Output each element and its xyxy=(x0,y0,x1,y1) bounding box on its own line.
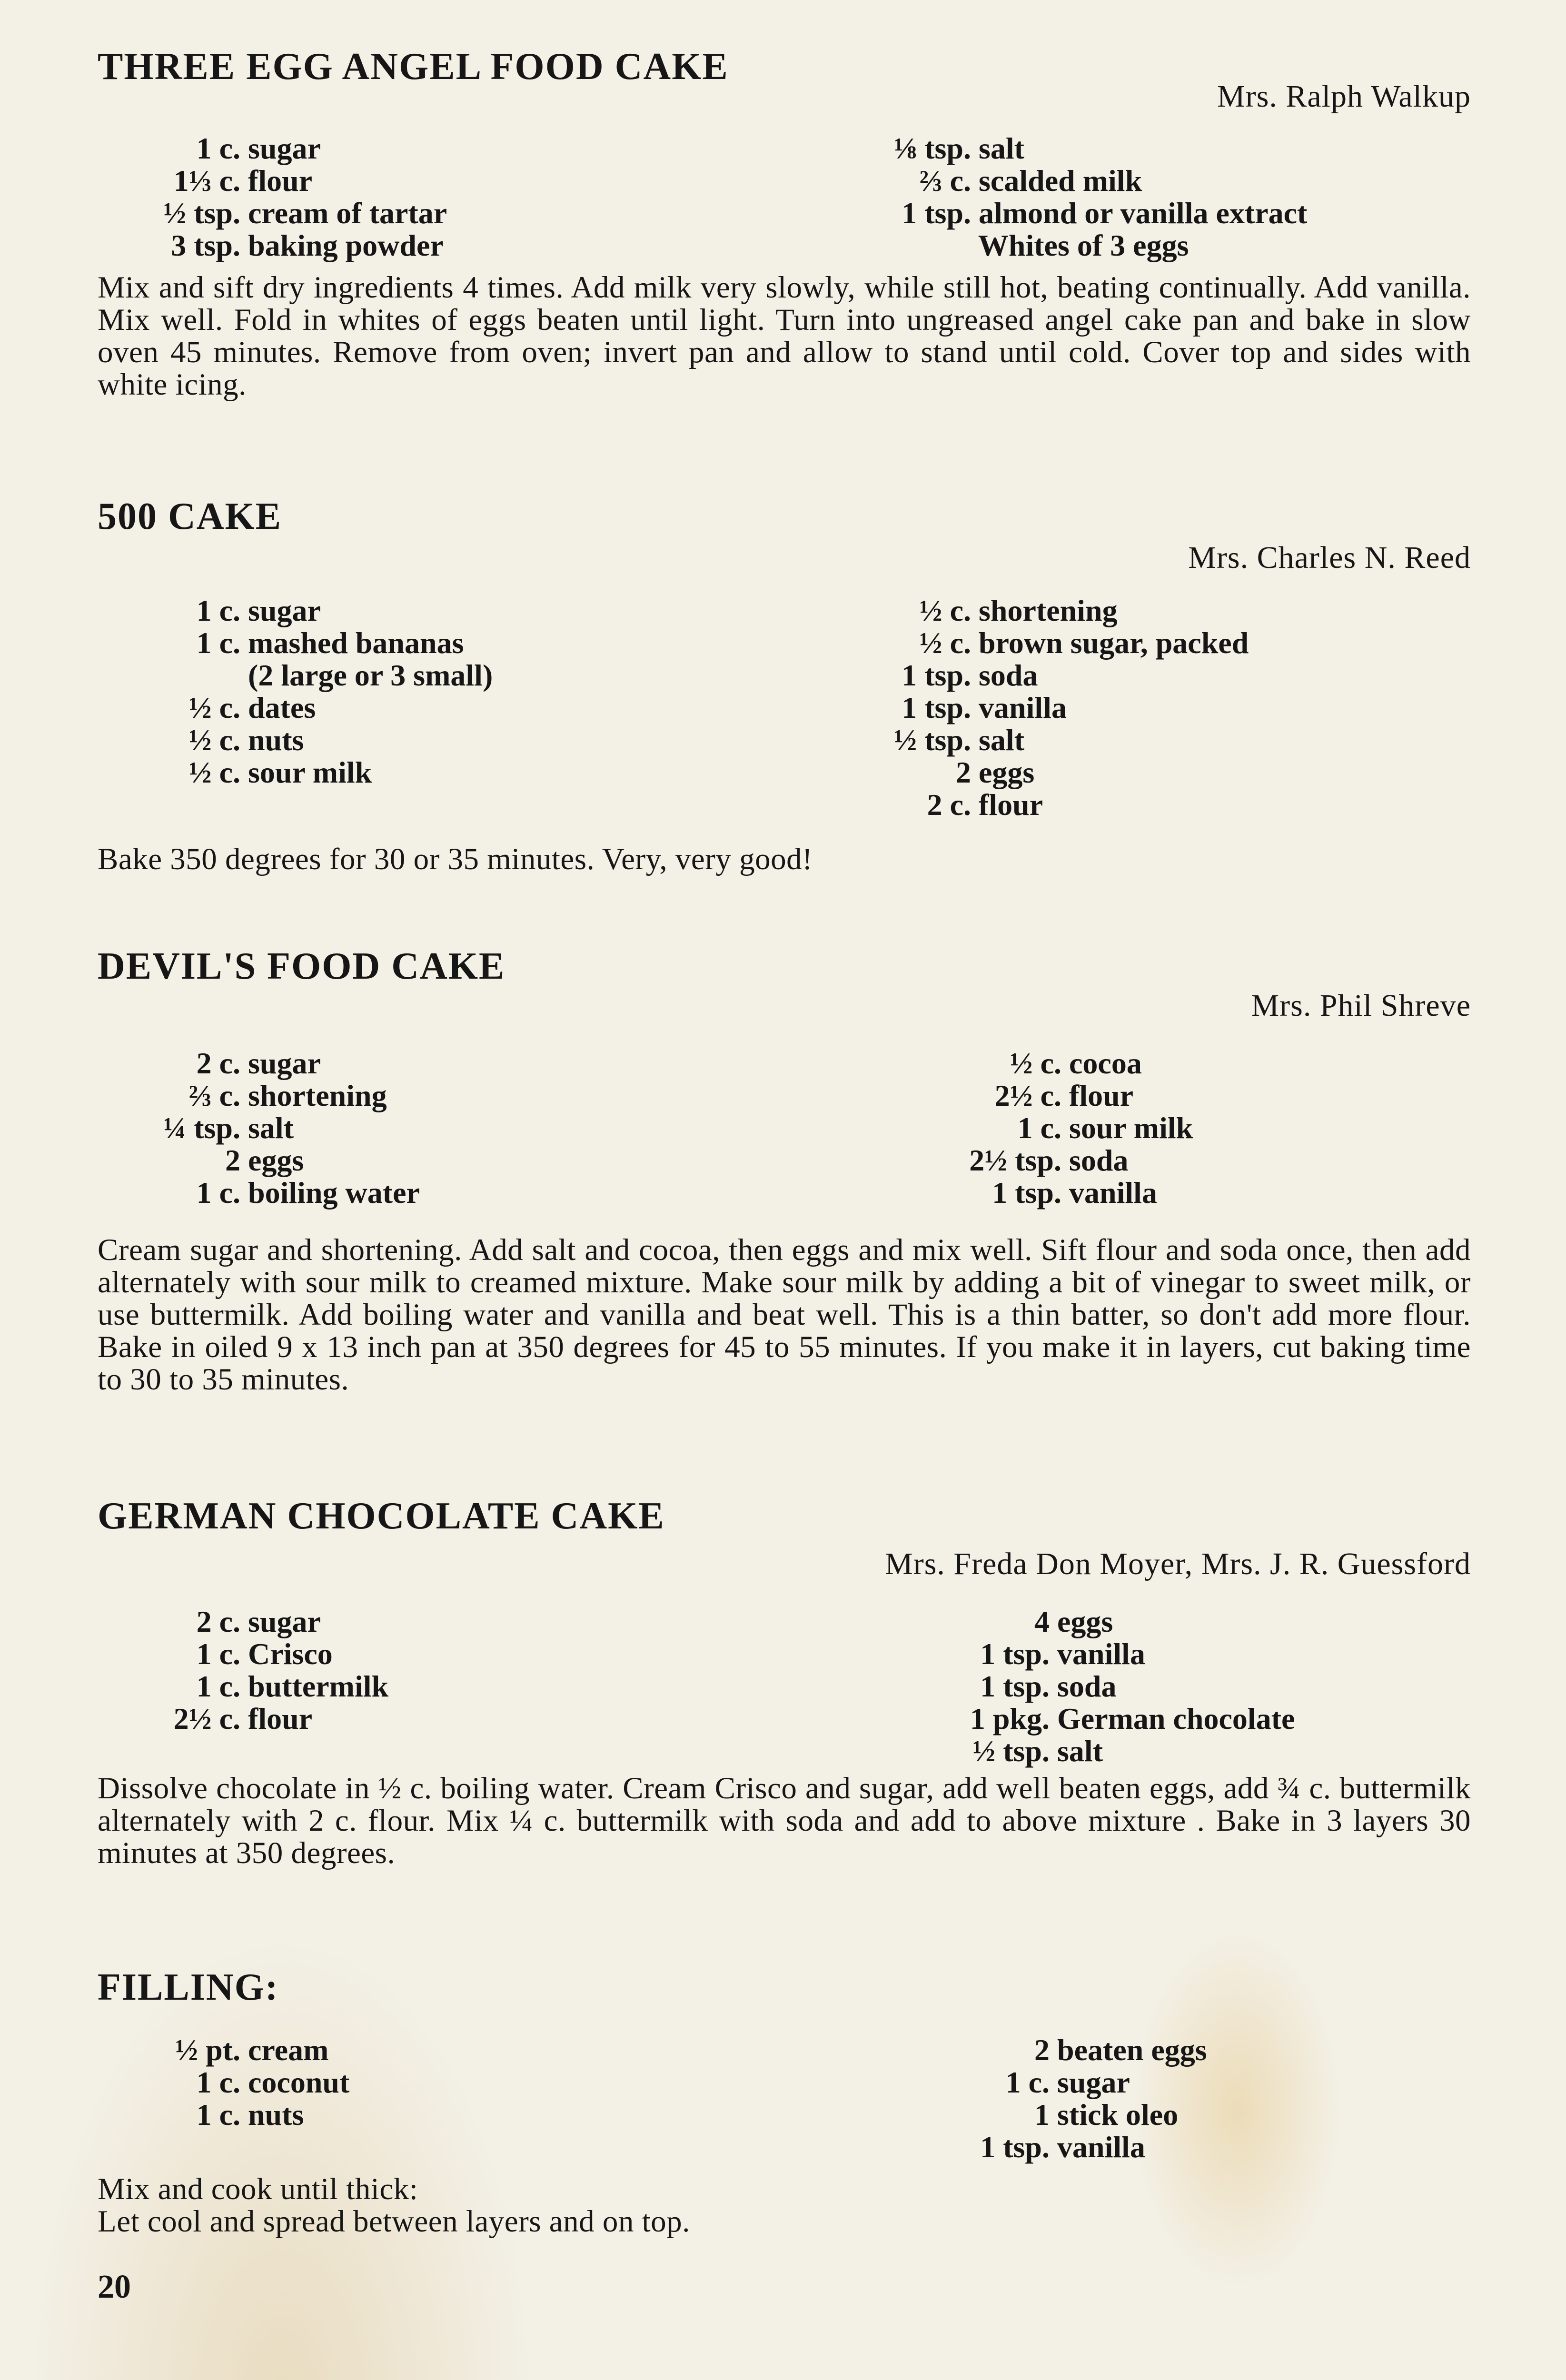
ingredient: ⅛ tsp. salt xyxy=(894,131,1024,165)
recipe-title: DEVIL'S FOOD CAKE xyxy=(98,945,505,987)
ingredient: 2 eggs xyxy=(956,755,1035,789)
recipe-directions-2: Let cool and spread between layers and on top. xyxy=(98,2204,690,2239)
recipe-german-chocolate-cake xyxy=(98,1497,1471,1869)
ingredient: 2 c. sugar xyxy=(196,1046,321,1080)
ingredients-left xyxy=(98,1606,388,1735)
recipe-author: Mrs. Phil Shreve xyxy=(1251,988,1471,1023)
ingredient: 1 c. coconut xyxy=(196,2065,350,2099)
ingredient: ½ c. nuts xyxy=(188,723,304,757)
ingredients-left xyxy=(98,132,447,262)
ingredients-right xyxy=(907,2034,1207,2163)
ingredient: ½ c. brown sugar, packed xyxy=(919,626,1249,660)
ingredients xyxy=(98,1047,1471,1209)
ingredient: 1 tsp. vanilla xyxy=(980,2130,1145,2164)
ingredient: 2½ c. flour xyxy=(994,1079,1134,1112)
recipe-title: FILLING: xyxy=(98,1966,279,2008)
ingredient: 2 beaten eggs xyxy=(1034,2033,1207,2067)
ingredient: ½ tsp. salt xyxy=(972,1734,1103,1768)
ingredient: 1 c. Crisco xyxy=(196,1637,333,1671)
recipe-author: Mrs. Freda Don Moyer, Mrs. J. R. Guessford xyxy=(885,1547,1471,1581)
recipe-directions: Dissolve chocolate in ½ c. boiling water. Cream Crisco and sugar, add well beaten eggs, add ¾ c. buttermilk alternately with 2 c. flour. Mix ¼ c. buttermilk with soda and add to above mixture . Bake in 3 layers 30 minutes at 350 degrees. xyxy=(98,1771,1471,1870)
ingredients-right xyxy=(871,1047,1193,1209)
recipe-title: GERMAN CHOCOLATE CAKE xyxy=(98,1495,665,1537)
ingredient: 2 c. sugar xyxy=(196,1605,321,1638)
ingredient: 1 c. buttermilk xyxy=(196,1669,389,1703)
ingredient: ½ c. shortening xyxy=(919,594,1118,627)
ingredient: 1 c. mashed bananas xyxy=(196,626,464,660)
ingredients xyxy=(98,1606,1471,1767)
ingredient: 1 tsp. vanilla xyxy=(902,691,1067,724)
ingredient: 1 c. sugar xyxy=(1005,2065,1130,2099)
ingredients-right xyxy=(871,595,1249,821)
ingredient: ¼ tsp. salt xyxy=(163,1111,294,1145)
ingredients xyxy=(98,595,1471,821)
page-number: 20 xyxy=(98,2269,131,2305)
ingredient: 1 tsp. vanilla xyxy=(980,1637,1145,1671)
ingredient: ½ c. dates xyxy=(188,691,316,724)
ingredient: 2½ c. flour xyxy=(173,1702,313,1735)
ingredients xyxy=(98,2034,1471,2163)
ingredient: 3 tsp. baking powder xyxy=(171,228,444,262)
recipe-500-cake xyxy=(98,497,1471,875)
recipe-directions: Mix and sift dry ingredients 4 times. Add milk very slowly, while still hot, beating continually. Add vanilla. Mix well. Fold in whites of eggs beaten until light. Turn into ungreased angel cake pan and bake in slow oven 45 minutes. Remove from oven; invert pan and allow to stand until cold. Cover top and sides with white icing. xyxy=(98,270,1471,402)
recipe-directions: Cream sugar and shortening. Add salt and cocoa, then eggs and mix well. Sift flour and soda once, then add alternately with sour milk to creamed mixture. Make sour milk by adding a bit of vinegar to sweet milk, or use buttermilk. Add boiling water and vanilla and beat well. This is a thin batter, so don't add more flour. Bake in oiled 9 x 13 inch pan at 350 degrees for 45 to 55 minutes. If you make it in layers, cut baking time to 30 to 35 minutes. xyxy=(98,1233,1471,1397)
ingredients-right xyxy=(907,1606,1295,1767)
ingredients-left xyxy=(98,595,493,789)
ingredient: 1 tsp. soda xyxy=(902,658,1038,692)
recipe-author: Mrs. Charles N. Reed xyxy=(1188,540,1471,575)
ingredient: ½ tsp. salt xyxy=(894,723,1024,757)
ingredients-left xyxy=(98,2034,349,2131)
recipe-author: Mrs. Ralph Walkup xyxy=(1217,79,1471,114)
ingredients-right xyxy=(871,132,1307,262)
ingredient: ½ c. sour milk xyxy=(188,755,372,789)
ingredient: 1 stick oleo xyxy=(1034,2098,1179,2132)
ingredient: Whites of 3 eggs xyxy=(978,228,1189,262)
ingredient: ⅔ c. scalded milk xyxy=(919,164,1142,198)
recipe-title: THREE EGG ANGEL FOOD CAKE xyxy=(98,46,729,88)
recipe-title: 500 CAKE xyxy=(98,496,282,537)
ingredient: 1 pkg. German chocolate xyxy=(970,1702,1295,1735)
ingredient: 2 eggs xyxy=(225,1143,304,1177)
ingredient: 1 c. sugar xyxy=(196,594,321,627)
recipe-angel-food-cake xyxy=(98,48,1471,401)
ingredient: ½ c. cocoa xyxy=(1010,1046,1142,1080)
ingredient: ⅔ c. shortening xyxy=(188,1079,387,1112)
ingredient: 1 tsp. almond or vanilla extract xyxy=(902,196,1308,230)
ingredient: 1 c. sour milk xyxy=(1017,1111,1193,1145)
ingredient: 1⅓ c. flour xyxy=(173,164,313,198)
ingredients xyxy=(98,132,1471,262)
ingredients-left xyxy=(98,1047,420,1209)
ingredient: (2 large or 3 small) xyxy=(248,658,493,692)
ingredient: 1 tsp. soda xyxy=(980,1669,1117,1703)
ingredient: 1 tsp. vanilla xyxy=(992,1176,1157,1210)
ingredient: 2 c. flour xyxy=(927,788,1043,822)
recipe-filling xyxy=(98,1968,1471,2238)
recipe-directions: Bake 350 degrees for 30 or 35 minutes. Very, very good! xyxy=(98,842,813,876)
ingredient: 1 c. nuts xyxy=(196,2098,304,2132)
ingredient: 4 eggs xyxy=(1034,1605,1113,1638)
ingredient: 2½ tsp. soda xyxy=(969,1143,1129,1177)
ingredient: ½ tsp. cream of tartar xyxy=(163,196,447,230)
ingredient: ½ pt. cream xyxy=(175,2033,329,2067)
recipe-directions: Mix and cook until thick: xyxy=(98,2172,418,2206)
recipe-devils-food-cake xyxy=(98,947,1471,1396)
ingredient: 1 c. boiling water xyxy=(196,1176,420,1210)
ingredient: 1 c. sugar xyxy=(196,131,321,165)
